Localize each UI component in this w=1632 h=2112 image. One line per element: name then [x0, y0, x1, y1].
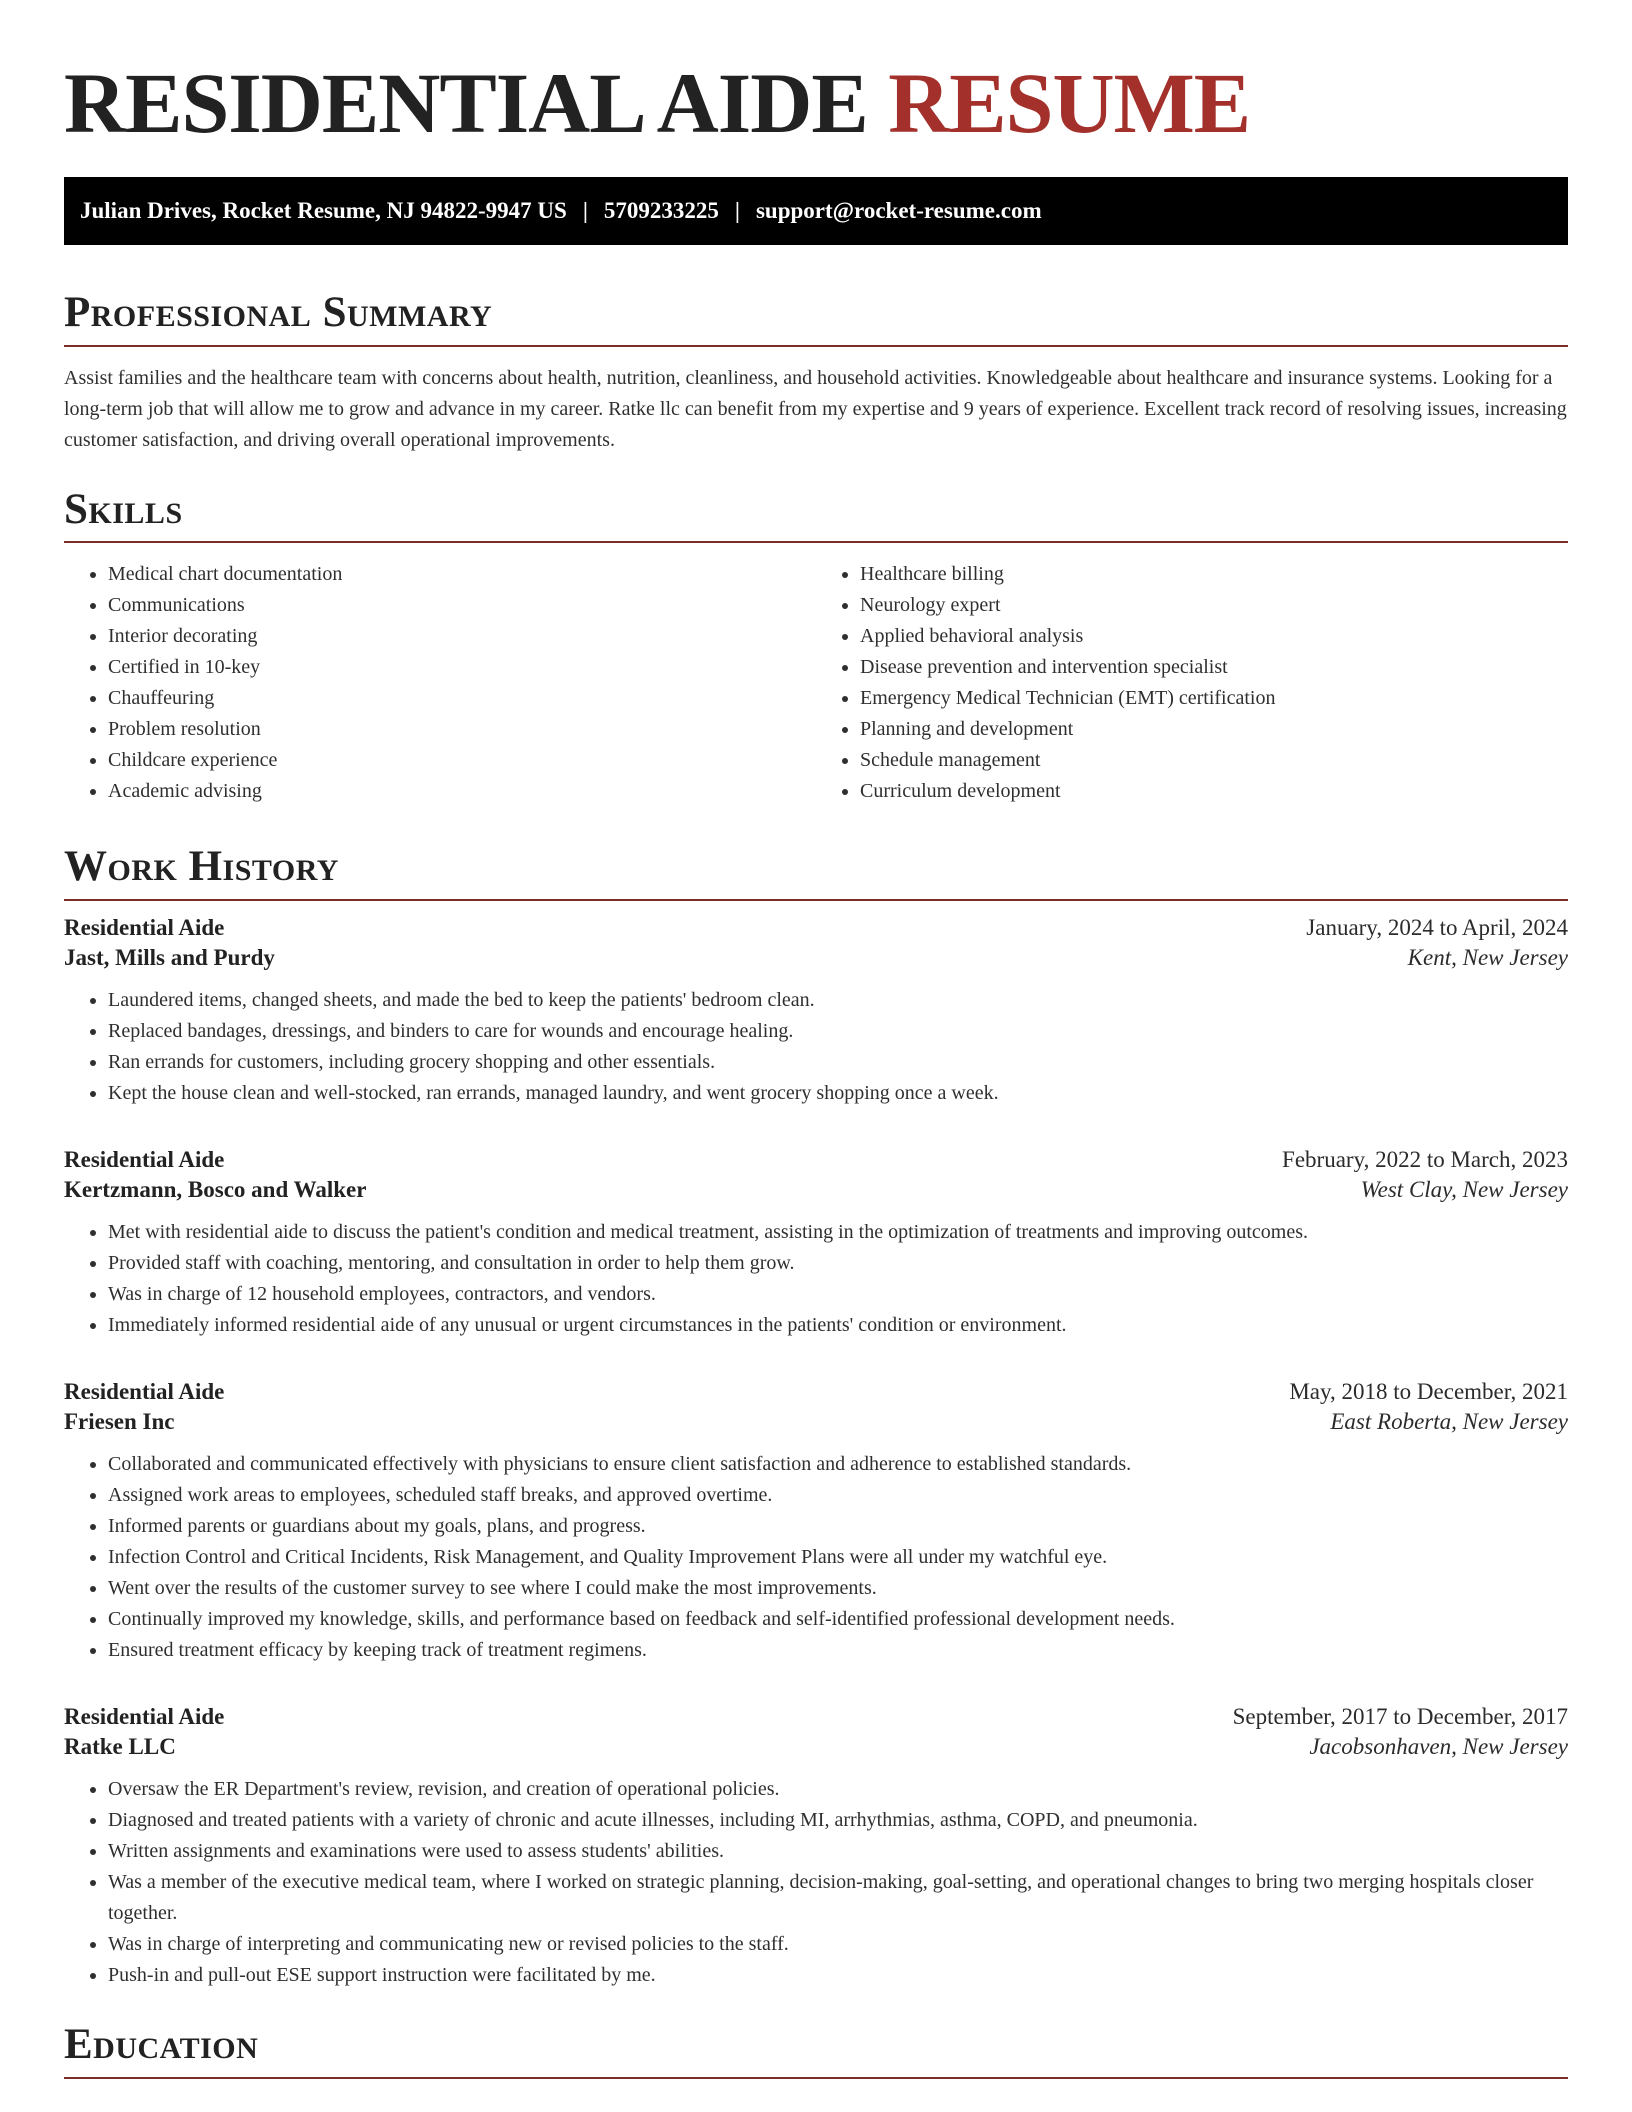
skill-item: • Communications [108, 590, 816, 621]
section-heading-education: Education [64, 2019, 1568, 2079]
contact-bar [64, 177, 1568, 245]
job-location: East Roberta, New Jersey [1330, 1408, 1568, 1434]
skill-item: • Applied behavioral analysis [860, 621, 1568, 652]
job-header-row [64, 1704, 1568, 1730]
duty-item: • Oversaw the ER Department's review, revision, and creation of operational policies. [108, 1774, 1568, 1805]
duty-item: • Written assignments and examinations were used to assess students' abilities. [108, 1836, 1568, 1867]
job-dates: May, 2018 to December, 2021 [1289, 1378, 1568, 1404]
skill-item: • Medical chart documentation [108, 559, 816, 590]
skills-list-left [64, 559, 816, 807]
duty-item: • Informed parents or guardians about my goals, plans, and progress. [108, 1511, 1568, 1542]
contact-email: support@rocket-resume.com [755, 198, 1042, 224]
duty-item: • Diagnosed and treated patients with a variety of chronic and acute illnesses, including MI, arrhythmias, asthma, COPD, and pneumonia. [108, 1805, 1568, 1836]
job-company-row [64, 1734, 1568, 1760]
skill-item: • Chauffeuring [108, 683, 816, 714]
job-dates: February, 2022 to March, 2023 [1282, 1146, 1568, 1172]
job-header-row [64, 915, 1568, 941]
duty-item: • Met with residential aide to discuss the patient's condition and medical treatment, assisting in the optimization of treatments and improving outcomes. [108, 1217, 1568, 1248]
duty-item: • Provided staff with coaching, mentoring, and consultation in order to help them grow. [108, 1248, 1568, 1279]
summary-text: Assist families and the healthcare team with concerns about health, nutrition, cleanliness, and household activities. Knowledgeable about healthcare and insurance systems. Looking for a long-term job that will allow me to grow and advance in my career. Ratke llc can benefit from my expertise and 9 years of experience. Excellent track record of resolving issues, increasing customer satisfaction, and driving overall operational improvements. [64, 366, 1567, 451]
skill-item: • Problem resolution [108, 714, 816, 745]
job-location: Kent, New Jersey [1407, 944, 1568, 970]
job-company-row [64, 1177, 1568, 1203]
section-heading-skills: Skills [64, 484, 1568, 544]
contact-separator: | [582, 198, 588, 224]
job-header-row [64, 1379, 1568, 1405]
skill-item: • Emergency Medical Technician (EMT) certification [860, 683, 1568, 714]
job-company-row [64, 945, 1568, 971]
job-dates: January, 2024 to April, 2024 [1306, 914, 1568, 940]
job-entry [64, 915, 1568, 1109]
job-title: Residential Aide [64, 1378, 225, 1404]
job-duties [64, 1217, 1568, 1341]
company-name: Jast, Mills and Purdy [64, 944, 275, 970]
duty-item: • Infection Control and Critical Incidents, Risk Management, and Quality Improvement Plans were all under my watchful eye. [108, 1542, 1568, 1573]
skills-grid [64, 559, 1568, 807]
duty-item: • Was a member of the executive medical team, where I worked on strategic planning, decision-making, goal-setting, and operational changes to bring two merging hospitals closer together. [108, 1867, 1568, 1929]
job-header-row [64, 1147, 1568, 1173]
skill-item: • Schedule management [860, 745, 1568, 776]
skill-item: • Interior decorating [108, 621, 816, 652]
duty-item: • Was in charge of 12 household employees, contractors, and vendors. [108, 1279, 1568, 1310]
duty-item: • Immediately informed residential aide of any unusual or urgent circumstances in the patients' condition or environment. [108, 1310, 1568, 1341]
job-location: Jacobsonhaven, New Jersey [1309, 1733, 1568, 1759]
job-dates: September, 2017 to December, 2017 [1232, 1703, 1568, 1729]
duty-item: • Collaborated and communicated effectively with physicians to ensure client satisfaction and adherence to established standards. [108, 1449, 1568, 1480]
duty-item: • Was in charge of interpreting and communicating new or revised policies to the staff. [108, 1929, 1568, 1960]
job-duties [64, 985, 1568, 1109]
duty-item: • Push-in and pull-out ESE support instruction were facilitated by me. [108, 1960, 1568, 1991]
skill-item: • Planning and development [860, 714, 1568, 745]
duty-item: • Ensured treatment efficacy by keeping track of treatment regimens. [108, 1635, 1568, 1666]
company-name: Kertzmann, Bosco and Walker [64, 1176, 367, 1202]
contact-phone: 5709233225 [603, 198, 719, 224]
contact-address: Julian Drives, Rocket Resume, NJ 94822-9947 US [80, 198, 567, 224]
skill-item: • Disease prevention and intervention specialist [860, 652, 1568, 683]
skill-item: • Neurology expert [860, 590, 1568, 621]
duty-item: • Kept the house clean and well-stocked, ran errands, managed laundry, and went grocery shopping once a week. [108, 1078, 1568, 1109]
skill-item: • Certified in 10-key [108, 652, 816, 683]
job-duties [64, 1774, 1568, 1991]
section-heading-summary: Professional Summary [64, 287, 1568, 347]
company-name: Friesen Inc [64, 1408, 175, 1434]
job-entry [64, 1379, 1568, 1666]
job-title: Residential Aide [64, 1703, 225, 1729]
resume-title [64, 52, 1568, 155]
job-location: West Clay, New Jersey [1360, 1176, 1568, 1202]
duty-item: • Went over the results of the customer survey to see where I could make the most improvements. [108, 1573, 1568, 1604]
job-entry [64, 1147, 1568, 1341]
job-entry [64, 1704, 1568, 1991]
work-history [64, 915, 1568, 1991]
resume-page [64, 0, 1568, 2079]
skill-item: • Childcare experience [108, 745, 816, 776]
duty-item: • Assigned work areas to employees, scheduled staff breaks, and approved overtime. [108, 1480, 1568, 1511]
job-company-row [64, 1409, 1568, 1435]
duty-item: • Continually improved my knowledge, skills, and performance based on feedback and self-identified professional development needs. [108, 1604, 1568, 1635]
section-heading-work: Work History [64, 841, 1568, 901]
skill-item: • Academic advising [108, 776, 816, 807]
duty-item: • Replaced bandages, dressings, and binders to care for wounds and encourage healing. [108, 1016, 1568, 1047]
skills-list-right [816, 559, 1568, 807]
contact-separator: | [734, 198, 740, 224]
job-title: Residential Aide [64, 914, 225, 940]
skill-item: • Healthcare billing [860, 559, 1568, 590]
job-title: Residential Aide [64, 1146, 225, 1172]
job-duties [64, 1449, 1568, 1666]
skill-item: • Curriculum development [860, 776, 1568, 807]
duty-item: • Laundered items, changed sheets, and made the bed to keep the patients' bedroom clean. [108, 985, 1568, 1016]
duty-item: • Ran errands for customers, including grocery shopping and other essentials. [108, 1047, 1568, 1078]
title-main: RESIDENTIAL AIDE [64, 55, 868, 151]
title-accent: RESUME [888, 55, 1251, 151]
company-name: Ratke LLC [64, 1733, 176, 1759]
